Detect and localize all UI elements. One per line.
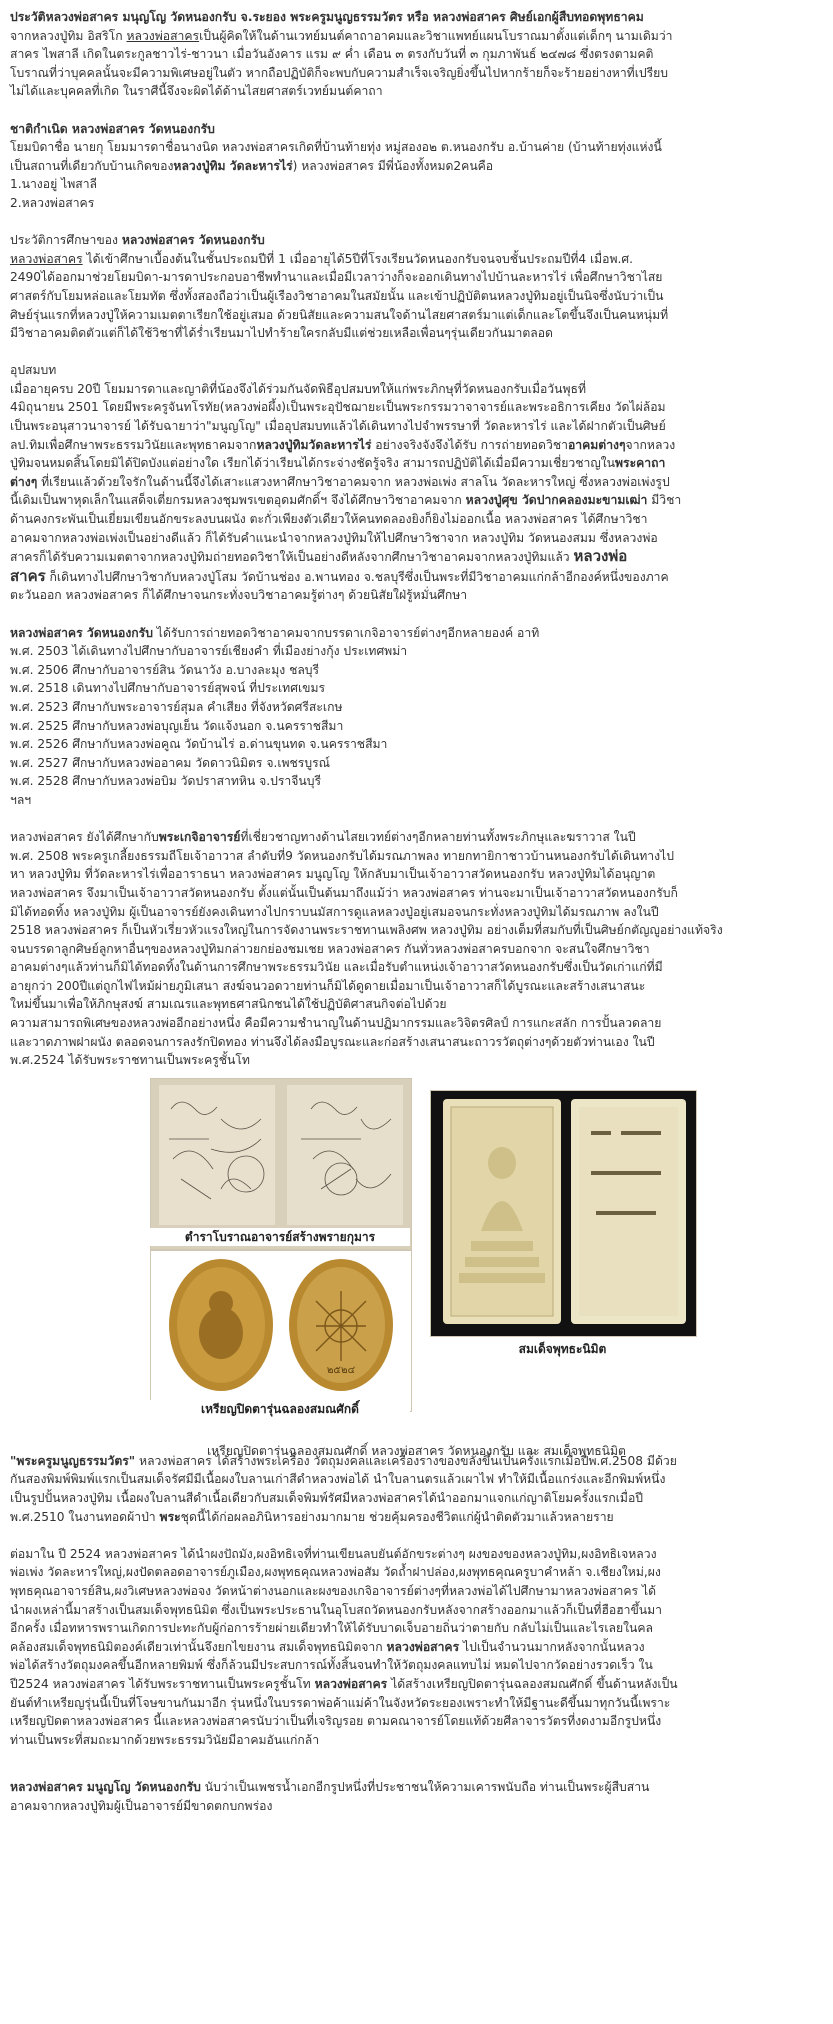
ordination-line: ปู่ทิมจนหมดสิ้นโดยมิได้ปิดบังแต่อย่างใด เรียกได้ว่าเรียนได้กระจ่างชัดรู้จริง สามารถปฏิบัติได้เมื่อมีความเชี่ยวชาญใน (10, 456, 615, 471)
fame-line: ความสามารถพิเศษของหลวงพ่ออีกอย่างหนึ่ง คือมีความชำนาญในด้านปฏิมากรรมและวิจิตรศิลป์ การแกะสลัก การปั้นลวดลาย (10, 1016, 662, 1031)
amulets-line: หลวงพ่อสาคร ได้สร้างพระเครื่อง วัตถุมงคลและเครื่องรางของขลังขึ้นเป็นครั้งแรกเมื่อปีพ.ศ.2508 มีด้วย (135, 1453, 677, 1468)
fame-line: หลวงพ่อสาคร จึงมาเป็นเจ้าอาวาสวัดหนองกรับ ตั้งแต่นั้นเป็นต้นมาถึงแม้ว่า หลวงพ่อสาคร ท่านจะมาเป็นเจ้าอาวาสวัดหนองกรับก็ (10, 885, 678, 900)
ordination-line: ลป.ทิมเพื่อศึกษาพระธรรมวินัยและพุทธาคมจาก (10, 437, 257, 452)
fame-line: อาคมต่างๆแล้วท่านก็มิได้ทอดทิ้งในด้านการศึกษาพระธรรมวินัย และเมื่อรับตำแหน่งเจ้าอาวาสวัดหนองกรับซึ่งเป็นวัดเก่าแก่ที่มี (10, 960, 663, 975)
amulets-line: กันสองพิมพ์พิมพ์แรกเป็นสมเด็จรัศมีมีเนื้อผงใบลานเก่าสีดำหลวงพ่อได้ นำใบลานตรแล้วเผาไฟ ทำให้มีเนื้อแกร่งและอีกพิมพ์หนึ่ง (10, 1472, 666, 1487)
powder-line: พ่อเพ่ง วัดละหารใหญ่,ผงปัดตลอดอาจารย์ภูเมือง,ผงพุทธคุณหลวงพ่อสัม วัดถ้ำฝาปล่อง,ผงพุทธคุณครูบาคำหล้า จ.เชียงใหม่,ผง (10, 1565, 661, 1580)
birth-line: โยมบิดาชื่อ นายกุ โยมมารดาชื่อนางนิด หลวงพ่อสาครเกิดที่บ้านท้ายทุ่ง หมู่สองอ๒ ต.หนองกรับ อ.บ้านค่าย (บ้านท้ายทุ่งแห่งนี้ (10, 140, 662, 155)
powder-line: อีกครั้ง เมื่อทหารพรานเกิดการปะทะกับผู้ก่อการร้ายผ่ายเดียวทำให้ได้รับบาดเจ็บอายถิ่นว่าตายกับ กลับไม่เป็นและไรเลยในคล (10, 1621, 654, 1636)
somdej-image (431, 1091, 696, 1336)
education-line: ศิษย์รุ่นแรกที่หลวงปู่ให้ความเมตตาเรียกใช้อยู่เสมอ ด้วยนิสัยและความสนใจด้านไสยศาสตร์มาแต่เด็กและโตขึ้นจึงเป็นคนหนุ่มที่ (10, 307, 669, 322)
somdej-photo (430, 1090, 697, 1337)
ordination-line: ตะวันออก หลวงพ่อสาคร ก็ได้ศึกษาจนกระทั่งจบวิชาอาคมรู้ต่างๆ ด้วยนิสัยใฝ่รู้หมั่นศึกษา (10, 588, 468, 603)
education-line: ศาสตร์กับโยมหล่อและโยมทัต ซึ่งทั้งสองถือว่าเป็นผู้เรืองวิชาอาคมในสมัยนั้น และเข้าปฏิบัติตนหลวงปู่ทิมอยู่เป็นนิจซึ่งนับว่าเป็น (10, 288, 664, 303)
lineage-item: พ.ศ. 2527 ศึกษากับหลวงพ่ออาคม วัดดาวนิมิตร จ.เพชรบูรณ์ (10, 755, 330, 770)
sibling-item: 2.หลวงพ่อสาคร (10, 195, 95, 210)
powder-bold: หลวงพ่อสาคร (386, 1639, 460, 1654)
lineage-item: พ.ศ. 2518 เดินทางไปศึกษากับอาจารย์สุพจน์ ที่ประเทศเขมร (10, 681, 326, 696)
ordination-line: ก็เดินทางไปศึกษาวิชากับหลวงปู่โสม วัดบ้านช่อง อ.พานทอง จ.ชลบุรีซึ่งเป็นพระที่มีวิชาอาคมแก่กล้าอีกองค์หนึ่งของภาค (45, 569, 669, 584)
fame-line: หลวงพ่อสาคร ยังได้ศึกษากับ (10, 830, 159, 845)
amulets-title: "พระครูมนูญธรรมวัตร" (10, 1453, 136, 1468)
sibling-item: 1.นางอยู่ ไพสาลี (10, 177, 98, 192)
birth-line-bold: หลวงปู่ทิม วัดละหารไร่ (173, 158, 293, 173)
ordination-section (10, 361, 824, 605)
ordination-line: จากหลวง (625, 437, 676, 452)
birth-line: เป็นสถานที่เดียวกับบ้านเกิดของ (10, 158, 174, 173)
ordination-line: นี้เดิมเป็นพาหุดเล็กในแสด็จเตี่ยกรมหลวงชุมพรเขตอุดมศักดิ์ฯ จึงได้ศึกษาวิชาอาคมจาก (10, 493, 466, 508)
fame-line: หา หลวงปู่ทิม ที่วัดละหารไร่เพื่ออาราธนา หลวงพ่อสาคร มนูญโญ ให้กลับมาเป็นเจ้าอาวาสวัดหนองกรับ หลวงปู่ทิมได้อนุญาต (10, 867, 656, 882)
intro-paragraph (10, 8, 824, 101)
ordination-bold: อาคมต่างๆ (567, 437, 626, 452)
manuscript-photo (150, 1078, 412, 1250)
education-section (10, 231, 824, 343)
somdej-caption: สมเด็จพุทธะนิมิต (430, 1340, 695, 1358)
closing-line: อาคมจากหลวงปู่ทิมผู้เป็นอาจารย์มีขาดตกบกพร่อง (10, 1798, 273, 1813)
powder-bold: หลวงพ่อสาคร (314, 1676, 388, 1691)
amulets-line: ชุดนี้ได้ก่อผลอภินิหารอย่างมากมาย ช่วยคุ้มครองชีวิตแก่ผู้นำติดตัวมาแล้วหลายราย (180, 1509, 614, 1524)
ordination-line: สาครก็ได้รับความเมตตาจากหลวงปู่ทิมถ่ายทอดวิชาให้เป็นอย่างดีหลังจากศึกษาวิชาอาคมจากหลวงปู่ทิมแล้ว (10, 550, 574, 565)
amulets-line: พ.ศ.2510 ในงานทอดผ้าป่า (10, 1509, 160, 1524)
closing-line: นับว่าเป็นเพชรน้ำเอกอีกรูปหนึ่งที่ประชาชนให้ความเคารพนับถือ ท่านเป็นพระผู้สืบสาน (200, 1779, 650, 1794)
closing-bold: หลวงพ่อสาคร มนูญโญ วัดหนองกรับ (10, 1779, 201, 1794)
fame-line: พ.ศ.2524 ได้รับพระราชทานเป็นพระครูชั้นโท (10, 1053, 250, 1068)
powder-line: พุทธคุณอาจารย์สิน,ผงวิเศษหลวงพ่อจง วัดหน้าต่างนอกและผงของเกจิอาจารย์ต่างๆที่หลวงพ่อได้ไปศึกษามาหลวงพ่อสาคร ได้ (10, 1584, 656, 1598)
powder-line: นำผงเหล่านี้มาสร้างเป็นสมเด็จพุทธนิมิต ซึ่งเป็นพระประธานในอุโบสถวัดหนองกรับหลังจากสร้างออกมาแล้วก็เป็นที่ฮือฮาขึ้นมา (10, 1602, 663, 1617)
intro-line: สาคร ไพสาลี เกิดในตระกูลชาวไร่-ชาวนา เมื่อวันอังคาร แรม ๙ ค่ำ เดือน ๓ ตรงกับวันที่ ๓ กุมภาพันธ์ ๒๔๗๘ ซึ่งตรงตามคติ (10, 47, 654, 62)
ordination-line: เมื่ออายุครบ 20ปี โยมมารดาและญาติที่น้องจึงได้ร่วมกันจัดพิธีอุปสมบทให้แก่พระภิกษุที่วัดหนองกรับเมื่อวันพุธที่ (10, 381, 586, 396)
fame-bold: พระเกจิอาจารย์ (158, 830, 241, 845)
fame-line: และวาดภาพฝาผนัง ตลอดจนการลงรักปิดทอง ท่านจึงได้ลงมือบูรณะและก่อสร้างเสนาสนะถาวรวัตถุต่างๆด้วยตัวท่านเอง ในปี (10, 1034, 655, 1049)
ordination-heading: อุปสมบท (10, 363, 57, 378)
lineage-item: พ.ศ. 2525 ศึกษากับหลวงพ่อบุญเย็น วัดแจ้งนอก จ.นครราชสีมา (10, 718, 344, 733)
ordination-bold: หลวงปู่ทิมวัดละหารไร่ (256, 437, 372, 452)
birth-section (10, 120, 824, 213)
powder-line: ท่านเป็นพระที่สมถะมากด้วยพระธรรมวินัยมีอาคมอันแก่กล้า (10, 1732, 320, 1747)
manuscript-image (151, 1079, 411, 1249)
lineage-etc: ฯลฯ (10, 792, 32, 807)
lineage-section (10, 624, 824, 810)
fame-line: มิได้ทอดทิ้ง หลวงปู่ทิม ผู้เป็นอาจารย์ยังคงเดินทางไปกราบนมัสการดูแลหลวงปู่อยู่เสมอจนกระทั่งหลวงปู่ทิมได้มรณภาพ ลงในปี (10, 904, 659, 919)
fame-line: ที่เชี่ยวชาญทางด้านไสยเวทย์ต่างๆอีกหลายท่านทั้งพระภิกษุและฆราวาส ในปี (240, 830, 636, 845)
ordination-big: สาคร (10, 566, 46, 585)
powder-line: ได้สร้างเหรียญปิดตารุ่นฉลองสมณศักดิ์ ขึ้นด้านหลังเป็น (387, 1676, 678, 1691)
birth-heading: ชาติกำเนิด หลวงพ่อสาคร วัดหนองกรับ (10, 121, 215, 136)
fame-section (10, 828, 824, 1070)
powder-line: พ่อได้สร้างวัตถุมงคลขึ้นอีกหลายพิมพ์ ซึ่งก็ล้วนมีประสบการณ์ทั้งสิ้นจนทำให้วัตถุมงคลแทบไม่ หมดไปจากวัดอย่างรวดเร็ว ใน (10, 1658, 653, 1673)
fame-line: ใหม่ขึ้นมาเพื่อให้ภิกษุสงฆ์ สามเณรและพุทธศาสนิกชนได้ใช้ปฏิบัติศาสนกิจต่อไปด้วย (10, 997, 447, 1012)
lineage-item: พ.ศ. 2503 ได้เดินทางไปศึกษากับอาจารย์เชียงคำ ที่เมืองย่างกุ้ง ประเทศพม่า (10, 644, 408, 659)
intro-link[interactable]: หลวงพ่อสาคร (126, 28, 200, 43)
intro-line: จากหลวงปู่ทิม อิสริโก (10, 28, 127, 43)
fame-line: จนบรรดาลูกศิษย์ลูกหาอื่นๆของหลวงปู่ทิมกล่าวยกย่องชมเชย หลวงพ่อสาคร กันทั่วหลวงพ่อสาครบอกจาก จะสนใจศึกษาวิชา (10, 941, 650, 956)
powder-line: เหรียญปิดตาหลวงพ่อสาคร นี้และหลวงพ่อสาครนับว่าเป็นที่เจริญรอย ตามคณาจารย์โดยแท้ด้วยศีลาจารวัตรที่งดงามอีกรูปหนึ่ง (10, 1714, 662, 1729)
intro-line: เป็นผู้คิดให้ในด้านเวทย์มนต์คาถาอาคมและวิชาแพทย์แผนโบราณมาตั้งแต่เด็กๆ นามเดิมว่า (199, 28, 673, 43)
fame-line: 2518 หลวงพ่อสาคร ก็เป็นหัวเรี่ยวหัวแรงใหญ่ในการจัดงานพระราชทานเพลิงศพ หลวงปู่ทิม อย่างเต็มที่สมกับที่เป็นศิษย์กตัญญูอย่างแท้จริง (10, 923, 723, 938)
education-line: 2490ได้ออกมาช่วยโยมบิดา-มารดาประกอบอาชีพทำนาและเมื่อมีเวลาว่างก็จะออกเดินทางไปบ้านละหารไร่ เพื่อศึกษาวิชาไสย (10, 270, 663, 285)
powder-line: ต่อมาใน ปี 2524 หลวงพ่อสาคร ได้นำผงปัถมัง,ผงอิทธิเจที่ท่านเขียนลบยันต์อักขระต่างๆ ผงของของหลวงปู่ทิม,ผงอิทธิเจหลวง (10, 1546, 657, 1561)
lineage-item: พ.ศ. 2523 ศึกษากับพระอาจารย์สุมล คำเสียง ที่จังหวัดศรีสะเกษ (10, 699, 343, 714)
ordination-line: อาคมจากหลวงพ่อเพ่งเป็นอย่างดีแล้ว ก็ได้รับคำแนะนำจากหลวงปู่ทิมให้ไปศึกษาวิชาจาก หลวงปู่ทิม วัดหนองสมม ซึ่งหลวงพ่อ (10, 530, 658, 545)
education-line: ได้เข้าศึกษาเบื้องต้นในชั้นประถมปีที่ 1 เมื่ออายุได้5ปีที่โรงเรียนวัดหนองกรับจนจบชั้นประถมปีที่4 เมื่อพ.ศ. (82, 251, 634, 266)
lineage-item: พ.ศ. 2528 ศึกษากับหลวงพ่อบิม วัดปราสาทหิน จ.ปราจีนบุรี (10, 774, 322, 789)
lineage-item: พ.ศ. 2526 ศึกษากับหลวงพ่อคูณ วัดบ้านไร่ อ.ด่านขุนทด จ.นครราชสีมา (10, 737, 388, 752)
lineage-heading-rest: ได้รับการถ่ายทอดวิชาอาคมจากบรรดาเกจิอาจารย์ต่างๆอีกหลายองค์ อาทิ (152, 625, 540, 640)
ordination-line: ด้านคงกระพันเป็นเยี่ยมเขียนอักขระลงบนผนัง ตะกั่วเพียงตัวเดียวให้คนทดลองยิงก็ยิงไม่ออกเนื้อ หลวงพ่อสาคร ได้ศึกษาวิชา (10, 512, 648, 527)
ordination-bold: ต่างๆ (10, 474, 38, 489)
manuscript-caption: ตำราโบราณอาจารย์สร้างพรายกุมาร (150, 1228, 410, 1246)
coin-image (151, 1251, 411, 1411)
lineage-item: พ.ศ. 2506 ศึกษากับอาจารย์สิน วัดนาวัง อ.บางละมุง ชลบุรี (10, 662, 320, 677)
photo-collage (0, 1078, 833, 1588)
amulets-line: เป็นรูปปั้นหลวงปู่ทิม เนื้อผงใบลานสีดำเนื้อเดียวกับสมเด็จพิมพ์รัศมีหลวงพ่อสาครได้นำออกมาแจกแก่ญาติโยมครั้งแรกเมื่อปี (10, 1491, 644, 1506)
coin-back-text: ๒๕๒๔ (326, 1364, 356, 1376)
photo-main-caption: เหรียญปิดตารุ่นฉลองสมณศักดิ์ หลวงพ่อสาคร วัดหนองกรับ และ สมเด็จพุทธนิมิต (207, 1443, 626, 1458)
powder-line: ยันต์ทำเหรียญรุ่นนี้เป็นที่โจษขานกันมาอีก รุ่นหนึ่งในบรรดาพ่อค้าแม่ค้าในจังหวัดระยองเพราะทำให้มีฐานะดีขึ้นมาทุกวันนี้เพราะ (10, 1695, 671, 1710)
powder-line: คล้องสมเด็จพุทธนิมิตองค์เดียวเท่านั้นจึงยกไขยงาน สมเด็จพุทธนิมิตจาก (10, 1639, 387, 1654)
education-heading: ประวัติการศึกษาของ หลวงพ่อสาคร วัดหนองกรับ (10, 233, 265, 248)
fame-line: พ.ศ. 2508 พระครูเกลี้ยงธรรมถีโยเจ้าอาวาส ลำดับที่9 วัดหนองกรับได้มรณภาพลง ทายกทายิกาชาวบ้านหนองกรับได้เดินทางไป (10, 848, 674, 863)
coin-caption: เหรียญปิดตารุ่นฉลองสมณศักดิ์ (150, 1400, 410, 1418)
lineage-heading: หลวงพ่อสาคร วัดหนองกรับ (10, 625, 153, 640)
ordination-line: 4มิถุนายน 2501 โดยมีพระครูจันทโรทัย(หลวงพ่อผึ้ง)เป็นพระอุปัชฌายะเป็นพระกรรมวาจาจารย์และพระอธิการเคียง วัดไผ่ล้อม (10, 400, 666, 415)
ordination-bold: หลวงปู่ศุข วัดปากคลองมะขามเฒ่า (465, 493, 648, 508)
education-link[interactable]: หลวงพ่อสาคร (10, 251, 83, 266)
ordination-line: ที่เรียนแล้วด้วยใจรักในด้านนี้จึงได้เสาะแสวงหาศึกษาวิชาอาคมจาก หลวงพ่อเพ่ง สาลโน วัดละหารใหญ่ ซึ่งหลวงพ่อเพ่งรูป (37, 474, 670, 489)
powder-line: ปี2524 หลวงพ่อสาคร ได้รับพระราชทานเป็นพระครูชั้นโท (10, 1676, 315, 1691)
intro-line: โบราณที่ว่าบุคคลนั้นจะมีความพิเศษอยู่ในตัว หากถือปฏิบัติก็จะพบกับความสำเร็จเจริญยิ่งขึ้นไปหากร้ายก็จะร้ายอย่างหาที่เปรียบ (10, 65, 669, 80)
education-line: มีวิชาอาคมติดตัวแต่ก็ได้ใช้วิชาที่ได้ร่ำเรียนมาไปทำร้ายใครกลับมีแต่ช่วยเหลือเพื่อนๆรุ่นเดียวกันมาตลอด (10, 326, 553, 341)
intro-title: ประวัติหลวงพ่อสาคร มนุญโญ วัดหนองกรับ จ.ระยอง พระครูมนูญธรรมวัตร หรือ หลวงพ่อสาคร ศิษย์เอกผู้สืบทอดพุทธาคม (10, 10, 644, 24)
ordination-big: หลวงพ่อ (573, 547, 628, 566)
ordination-line: เป็นพระอนุสาวนาจารย์ ได้รับฉายาว่า"มนูญโญ" เมื่ออุปสมบทแล้วได้เดินทางไปจำพรรษาที่ วัดละหารไร่ และได้ฝากตัวเป็นศิษย์ (10, 419, 666, 434)
fame-line: อายุกว่า 200ปีแต่ถูกไฟไหม้ผ่ายภูมิเสนา สงฆ์จนวอดวายท่านก็มิได้ดูดายเมื่อมาเป็นเจ้าอาวาสก็ได้บูรณะและสร้างเสนาสนะ (10, 978, 646, 993)
coin-photo (150, 1250, 412, 1412)
closing-section (10, 1778, 824, 1815)
ordination-line: อย่างจริงจังจึงได้รับ การถ่ายทอดวิชา (371, 437, 568, 452)
intro-line: ไม่ได้และบุคคลที่เกิด ในราศีนี้จึงจะผิดได้ด้านไสยศาสตร์เวทย์มนต์คาถา (10, 84, 383, 99)
ordination-line: มีวิชา (647, 493, 682, 508)
powder-line: ไปเป็นจำนวนมากหลังจากนั้นหลวง (459, 1639, 645, 1654)
ordination-bold: พระคาถา (614, 456, 666, 471)
amulets-bold: พระ (159, 1509, 181, 1524)
birth-line: ) หลวงพ่อสาคร มีพี่น้องทั้งหมด2คนคือ (292, 158, 494, 173)
